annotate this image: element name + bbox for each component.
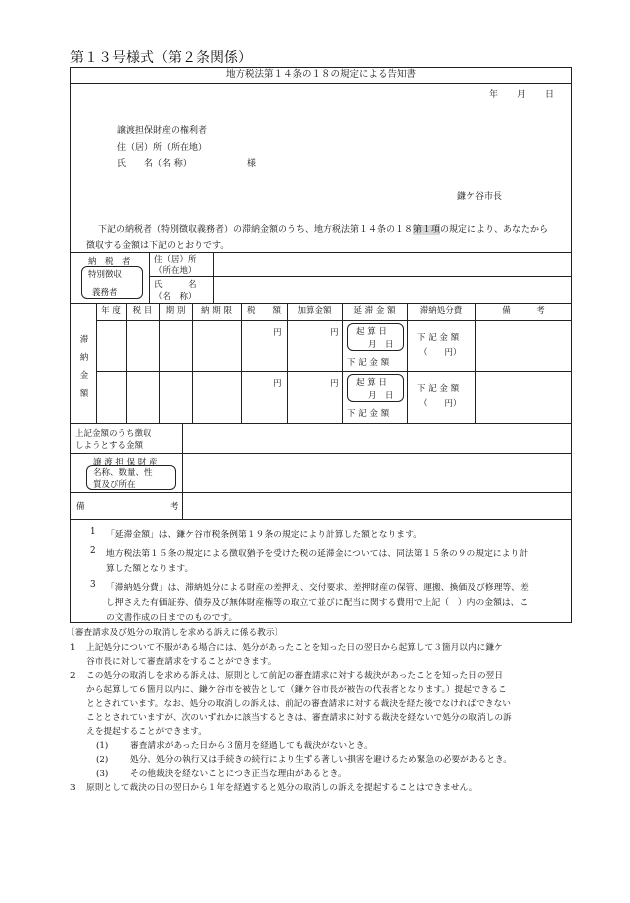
- row1-below-amount: 下 記 金 額: [347, 358, 390, 368]
- header-due-date: 納 期 限: [201, 306, 232, 316]
- remarks-label-2: 考: [170, 502, 179, 512]
- rule: [342, 303, 343, 423]
- row2-tax-yen: 円: [273, 379, 282, 389]
- rule: [70, 492, 572, 493]
- addressee-title: 譲渡担保財産の権利者: [117, 126, 208, 136]
- note-1-line-1: 「延滞金額」は、鎌ケ谷市税条例第１９条の規定により計算した額となります。: [106, 530, 422, 540]
- intro-line-2: 徴収する金額は下記のとおりです。: [86, 241, 230, 251]
- date-month: 月: [517, 90, 527, 100]
- header-period: 期 別: [165, 306, 186, 316]
- row1-disposal-label: 下 記 金 額: [417, 333, 460, 343]
- rule: [287, 303, 288, 423]
- note-2-line-2: 算した額となります。: [106, 564, 194, 574]
- appeal-sub-2: 処分、処分の執行又は手続きの続行により生ずる著しい損害を避けるため緊急の必要があるとき。: [130, 755, 512, 765]
- header-fiscal-year: 年 度: [101, 306, 121, 316]
- appeal-2-line-5: えを提起することができます。: [86, 727, 207, 737]
- header-tax-item: 税 目: [132, 306, 153, 316]
- row2-disposal-paren: （ 円）: [419, 399, 462, 409]
- taxpayer-address-label-2: （所在地）: [154, 266, 197, 276]
- appeal-number: 2: [70, 671, 76, 681]
- addressee-address-label: 住（居）所（所在地）: [117, 143, 208, 153]
- rule: [213, 252, 214, 303]
- honorific: 様: [247, 159, 257, 169]
- appeal-sub-number: (3): [96, 769, 109, 779]
- header-remarks: 備 考: [502, 306, 545, 316]
- rule: [126, 303, 127, 423]
- note-2-line-1: 地方税法第１５条の規定による徴収猶予を受けた税の延滞金については、同法第１５条の９の規定により計: [106, 549, 529, 559]
- row2-start-date-label: 起 算 日: [356, 378, 387, 388]
- rule: [96, 320, 572, 321]
- note-3-line-2: し押さえた有価証券、債券及び無体財産権等の取立て並びに配当に関する費用で上記（ ）内の金額は、こ: [106, 598, 529, 608]
- note-number: 1: [90, 527, 96, 537]
- side-label-4: 額: [79, 389, 89, 399]
- taxpayer-bracket-line-2: 義務者: [92, 288, 118, 298]
- appeal-sub-number: (1): [96, 741, 109, 751]
- collect-amount-label-2: しようとする金額: [75, 441, 144, 451]
- header-surcharge: 加算金額: [297, 306, 332, 316]
- property-bracket-line-1: 名称、数量、性: [93, 468, 153, 478]
- appeal-1-line-2: 谷市長に対して審査請求をすることができます。: [86, 657, 277, 667]
- appeal-1-line-1: 上記処分について不服がある場合には、処分があったことを知った日の翌日から起算して３箇月以内に鎌ケ: [86, 643, 503, 653]
- row1-start-date-label: 起 算 日: [356, 327, 387, 337]
- appeal-number: 1: [70, 643, 76, 653]
- rule: [70, 453, 572, 454]
- rule: [475, 303, 476, 423]
- rule: [70, 252, 572, 253]
- header-disposal-cost: 滞納処分費: [419, 306, 463, 316]
- appeal-3-line-1: 原則として裁決の日の翌日から１年を経過すると処分の取消しの訴えを提起することはできません。: [86, 783, 478, 793]
- rule: [149, 276, 572, 277]
- rule: [241, 303, 242, 423]
- note-3-line-1: 「滞納処分費」は、滞納処分による財産の差押え、交付要求、差押財産の保管、運搬、換価及び修理等、差: [106, 583, 529, 593]
- rule: [159, 303, 160, 423]
- row1-tax-yen: 円: [273, 328, 282, 338]
- side-label-2: 納: [79, 353, 89, 363]
- collect-amount-label-1: 上記金額のうち徴収: [75, 429, 152, 439]
- rule: [96, 303, 97, 423]
- taxpayer-bracket-line-1: 特別徴収: [88, 270, 123, 280]
- appeal-2-line-1: この処分の取消しを求める訴えは、原則として前記の審査請求に対する裁決があったことを知った日の翌日: [86, 671, 503, 681]
- property-bracket-line-2: 質及び所在: [93, 480, 136, 490]
- appeal-2-line-4: こととされていますが、次のいずれかに該当するときは、審査請求に対する裁決を経ないで処分の取消しの訴: [86, 713, 512, 723]
- appeal-number: 3: [70, 783, 76, 793]
- appeal-2-line-2: から起算して６箇月以内に、鎌ケ谷市を被告として（鎌ケ谷市長が被告の代表者となります。）提起できるこ: [86, 685, 507, 695]
- appeal-sub-3: その他裁決を経ないことにつき正当な理由があるとき。: [130, 769, 347, 779]
- intro-line-1: [98, 222, 548, 235]
- rule: [149, 252, 150, 303]
- property-label: 譲 渡 担 保 財 産: [93, 458, 158, 468]
- appeal-sub-1: 審査請求があった日から３箇月を経過しても裁決がないとき。: [130, 741, 373, 751]
- row1-month-day: 月 日: [368, 340, 394, 350]
- intro-text-b: の規定により、あなたから: [440, 225, 549, 235]
- header-delinquency: 延 滞 金 額: [353, 306, 396, 316]
- taxpayer-label: 納 税 者: [88, 257, 131, 267]
- note-number: 2: [90, 546, 96, 556]
- date-year: 年: [489, 90, 499, 100]
- note-3-line-3: の文書作成の日までのものです。: [106, 613, 238, 623]
- rule: [70, 519, 572, 520]
- side-label-3: 金: [79, 371, 89, 381]
- row2-surcharge-yen: 円: [330, 379, 339, 389]
- header-tax-amount: 税 額: [246, 306, 281, 316]
- note-number: 3: [90, 580, 96, 590]
- taxpayer-name-label-2: （名 称）: [154, 292, 197, 302]
- appeal-sub-number: (2): [96, 755, 109, 765]
- rule: [96, 371, 572, 372]
- remarks-label-1: 備: [76, 502, 85, 512]
- appeal-2-line-3: ととされています。なお、処分の取消しの訴えは、前記の審査請求に対する裁決を経た後でなければできない: [86, 699, 511, 709]
- form-number: 第１３号様式（第２条関係）: [70, 50, 252, 66]
- rule: [70, 423, 572, 424]
- issuer: 鎌ケ谷市長: [457, 192, 503, 202]
- row2-disposal-label: 下 記 金 額: [417, 384, 460, 394]
- document-title: 地方税法第１４条の１８の規定による告知書: [70, 67, 572, 84]
- appeal-title: 〔審査請求及び処分の取消しを求める訴えに係る教示〕: [66, 628, 284, 638]
- rule: [192, 303, 193, 423]
- row2-below-amount: 下 記 金 額: [347, 409, 390, 419]
- intro-text-a: 下記の納税者（特別徴収義務者）の滞納金額のうち、地方税法第１４条の１８: [98, 225, 414, 235]
- intro-highlight: 第１項: [413, 225, 441, 235]
- rule: [407, 303, 408, 423]
- taxpayer-name-label-1: 氏 名: [154, 280, 197, 290]
- rule: [182, 423, 183, 519]
- taxpayer-address-label-1: 住（居）所: [154, 255, 197, 265]
- row1-disposal-paren: （ 円）: [419, 348, 462, 358]
- side-label-1: 滞: [79, 335, 89, 345]
- rule: [70, 303, 572, 304]
- row1-surcharge-yen: 円: [330, 328, 339, 338]
- addressee-name-label: 氏 名（名 称）: [117, 159, 192, 169]
- date-day: 日: [545, 90, 555, 100]
- row2-month-day: 月 日: [368, 391, 394, 401]
